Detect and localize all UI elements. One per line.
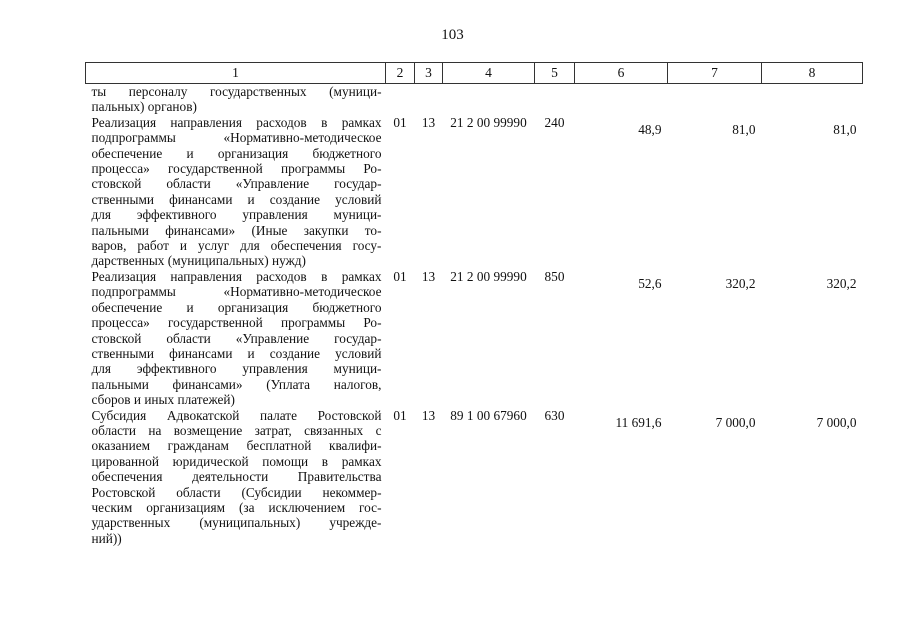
description-line: области на возмещение затрат, связанных с bbox=[91, 422, 382, 438]
amount-year-2: 7 000,0 bbox=[715, 414, 756, 430]
description-line: обеспечение и организация бюджетного bbox=[91, 299, 382, 315]
amount-year-3: 7 000,0 bbox=[816, 414, 857, 430]
description-line: ческим организациям (за исключением гос- bbox=[91, 499, 382, 515]
section-code bbox=[386, 84, 415, 115]
header-col-1: 1 bbox=[86, 63, 386, 84]
expense-type-code: 240 bbox=[544, 114, 565, 130]
table-row bbox=[86, 408, 863, 547]
amount-year-3: 320,2 bbox=[826, 275, 857, 291]
budget-table bbox=[85, 62, 863, 546]
header-col-2: 2 bbox=[386, 63, 415, 84]
target-article-code bbox=[443, 84, 535, 115]
description-line: стовской области «Управление государ- bbox=[91, 176, 382, 192]
header-col-5: 5 bbox=[535, 63, 575, 84]
subsection-code: 13 bbox=[421, 114, 436, 130]
subsection-code: 13 bbox=[421, 268, 436, 284]
amount-year-2: 81,0 bbox=[732, 121, 756, 137]
description-line: процесса» государственной программы Ро- bbox=[91, 315, 382, 331]
description-line: Реализация направления расходов в рамках bbox=[91, 114, 382, 130]
description-line: обеспечения деятельности Правительства bbox=[91, 469, 382, 485]
description-line: пальных) органов) bbox=[91, 99, 197, 115]
description-line: подпрограммы «Нормативно-методическое bbox=[91, 284, 382, 300]
description-line: сборов и иных платежей) bbox=[91, 392, 235, 408]
amount-year-1: 48,9 bbox=[638, 121, 662, 137]
subsection-code bbox=[415, 84, 443, 115]
header-col-3: 3 bbox=[415, 63, 443, 84]
row-description bbox=[86, 115, 386, 269]
description-line: Реализация направления расходов в рамках bbox=[91, 268, 382, 284]
header-col-4: 4 bbox=[443, 63, 535, 84]
description-line: цированной юридической помощи в рамках bbox=[91, 453, 382, 469]
description-line: ты персоналу государственных (муници- bbox=[91, 84, 382, 99]
description-line: для эффективного управления муници- bbox=[91, 207, 382, 223]
description-line: дарственных (муниципальных) нужд) bbox=[91, 253, 306, 269]
expense-type-code bbox=[535, 84, 575, 115]
section-code: 01 bbox=[393, 114, 407, 130]
description-line: варов, работ и услуг для обеспечения госу- bbox=[91, 238, 382, 254]
description-line: ственными финансами и создание условий bbox=[91, 191, 382, 207]
description-line: стовской области «Управление государ- bbox=[91, 330, 382, 346]
table-row bbox=[86, 115, 863, 269]
amount-year-2: 320,2 bbox=[725, 275, 756, 291]
header-col-8: 8 bbox=[762, 63, 863, 84]
description-line: ударственных (муниципальных) учрежде- bbox=[91, 515, 382, 531]
description-line: Субсидия Адвокатской палате Ростовской bbox=[91, 407, 382, 423]
description-line: для эффективного управления муници- bbox=[91, 361, 382, 377]
description-line: оказанием гражданам бесплатной квалифи- bbox=[91, 438, 382, 454]
page-number: 103 bbox=[441, 27, 464, 43]
expense-type-code: 630 bbox=[544, 407, 565, 423]
row-description bbox=[86, 84, 386, 115]
target-article-code: 21 2 00 99990 bbox=[450, 268, 527, 284]
section-code: 01 bbox=[393, 407, 407, 423]
amount-year-1: 11 691,6 bbox=[615, 414, 662, 430]
target-article-code: 89 1 00 67960 bbox=[450, 407, 527, 423]
table-row bbox=[86, 84, 863, 115]
header-row bbox=[86, 63, 863, 84]
description-line: обеспечение и организация бюджетного bbox=[91, 145, 382, 161]
row-description bbox=[86, 408, 386, 547]
description-line: подпрограммы «Нормативно-методическое bbox=[91, 130, 382, 146]
subsection-code: 13 bbox=[421, 407, 436, 423]
description-line: пальными финансами» (Уплата налогов, bbox=[91, 376, 382, 392]
amount-year-1 bbox=[575, 84, 668, 115]
section-code: 01 bbox=[393, 268, 407, 284]
expense-type-code: 850 bbox=[544, 268, 565, 284]
amount-year-3: 81,0 bbox=[833, 121, 857, 137]
description-line: ний)) bbox=[91, 530, 122, 546]
description-line: Ростовской области (Субсидии некоммер- bbox=[91, 484, 382, 500]
target-article-code: 21 2 00 99990 bbox=[450, 114, 527, 130]
table-row bbox=[86, 269, 863, 408]
row-description bbox=[86, 269, 386, 408]
description-line: пальными финансами» (Иные закупки то- bbox=[91, 222, 382, 238]
description-line: ственными финансами и создание условий bbox=[91, 345, 382, 361]
amount-year-3 bbox=[762, 84, 863, 115]
header-col-7: 7 bbox=[668, 63, 762, 84]
amount-year-2 bbox=[668, 84, 762, 115]
header-col-6: 6 bbox=[575, 63, 668, 84]
amount-year-1: 52,6 bbox=[638, 275, 662, 291]
description-line: процесса» государственной программы Ро- bbox=[91, 161, 382, 177]
